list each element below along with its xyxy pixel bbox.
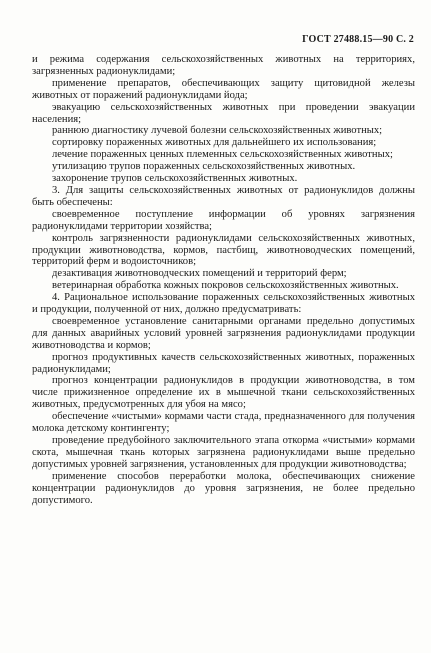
paragraph: проведение предубойного заключительного этапа откорма «чистыми» кормами скота, мышечная ткань которых загрязнена радионуклидами выше предельно допустимых уровней загрязнения, установленных для продукции животноводства; [32,435,415,470]
paragraph: эвакуацию сельскохозяйственных животных при проведении эвакуации населения; [32,101,415,125]
paragraph: применение способов переработки молока, обеспечивающих снижение концентрации радионуклидов до уровня загрязнения, не более предельно допустимого. [32,470,415,506]
paragraph: раннюю диагностику лучевой болезни сельскохозяйственных животных; [52,125,383,137]
paragraph: прогноз концентрации радионуклидов в продукции животноводства, в том числе прижизненное определение их в мышечной ткани сельскохозяйственных животных, предусмотренных для убоя на мясо; [32,375,415,411]
paragraph: утилизацию трупов пораженных сельскохозяйственных животных. [52,161,356,173]
paragraph: контроль загрязненности радионуклидами сельскохозяйственных животных, продукции животноводства, кормов, пастбищ, животноводческих помещений, территорий ферм и водоисточников; [32,232,415,268]
paragraph: и режима содержания сельскохозяйственных животных на территориях, загрязненных радионуклидами; [32,54,415,77]
paragraph: прогноз продуктивных качеств сельскохозяйственных животных, пораженных радионуклидами; [32,351,415,375]
paragraph: своевременное установление санитарными органами предельно допустимых для данных аварийных условий уровней загрязнения радионуклидами продукции животноводства и кормов; [32,315,415,351]
section-3-heading: 3. Для защиты сельскохозяйственных животных от радионуклидов должны быть обеспечены: [32,184,415,208]
section-4-heading: 4. Рациональное использование пораженных сельскохозяйственных животных и продукции, полученной от них, должно предусматривать: [32,292,415,316]
paragraph: применение препаратов, обеспечивающих защиту щитовидной железы животных от поражений радионуклидами йода; [32,77,415,101]
paragraph: дезактивация животноводческих помещений и территорий ферм; [52,268,347,280]
paragraph: ветеринарная обработка кожных покровов сельскохозяйственных животных. [52,280,399,292]
paragraph: сортировку пораженных животных для дальнейшего их использования; [52,137,377,149]
page-header: ГОСТ 27488.15—90 С. 2 [302,34,414,45]
paragraph: лечение пораженных ценных племенных сельскохозяйственных животных; [52,149,393,161]
document-body [32,54,415,506]
paragraph: своевременное поступление информации об уровнях загрязнения радионуклидами территории хозяйства; [32,208,415,232]
paragraph: обеспечение «чистыми» кормами части стада, предназначенного для получения молока детскому контингенту; [32,411,415,435]
paragraph: захоронение трупов сельскохозяйственных животных. [52,173,298,185]
